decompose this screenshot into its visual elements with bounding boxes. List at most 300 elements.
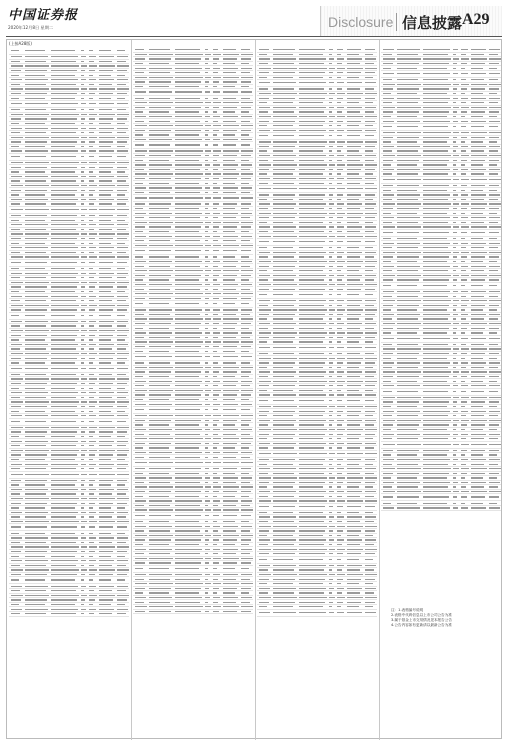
table-cell [347, 231, 360, 232]
table-cell [329, 506, 333, 507]
table-cell [89, 50, 93, 51]
table-cell [223, 98, 236, 99]
table-cell [259, 102, 267, 103]
table-cell [175, 496, 199, 497]
table-cell [223, 116, 238, 117]
table-cell [25, 493, 46, 494]
table-cell [299, 438, 323, 439]
table-cell [423, 54, 448, 55]
table-cell [223, 197, 239, 198]
table-cell [397, 150, 418, 151]
table-cell [11, 560, 22, 561]
table-cell [337, 266, 343, 267]
table-cell [259, 111, 268, 112]
table-cell [25, 75, 45, 76]
table-cell [99, 445, 112, 446]
table-row [257, 186, 377, 193]
table-cell [471, 401, 485, 402]
table-cell [273, 146, 295, 147]
table-cell [213, 58, 219, 59]
table-cell [213, 351, 217, 352]
table-cell [259, 178, 270, 179]
table-cell [329, 569, 332, 570]
table-cell [329, 612, 334, 613]
table-cell [383, 137, 393, 138]
table-cell [471, 482, 486, 483]
table-cell [383, 376, 393, 377]
table-cell [453, 358, 456, 359]
table-cell [365, 150, 373, 151]
table-cell [453, 371, 459, 372]
table-cell [89, 185, 97, 186]
table-cell [347, 521, 360, 522]
table-cell [337, 486, 341, 487]
table-cell [117, 599, 127, 600]
table-row [381, 494, 501, 501]
table-cell [461, 155, 469, 156]
table-cell [241, 240, 250, 241]
table-cell [51, 141, 77, 142]
table-cell [99, 516, 112, 517]
table-cell [135, 515, 145, 516]
table-cell [175, 208, 199, 209]
table-cell [25, 220, 45, 221]
table-cell [81, 137, 87, 138]
table-cell [453, 247, 456, 248]
table-cell [461, 381, 465, 382]
table-cell [259, 486, 267, 487]
table-cell [347, 146, 361, 147]
table-cell [11, 348, 20, 349]
table-cell [461, 397, 469, 398]
table-cell [259, 284, 271, 285]
table-cell [213, 309, 220, 310]
table-cell [383, 397, 395, 398]
table-cell [89, 150, 96, 151]
table-cell [117, 243, 125, 244]
table-cell [383, 496, 393, 497]
table-cell [81, 167, 85, 168]
table-cell [213, 111, 217, 112]
table-cell [423, 275, 451, 276]
table-row [9, 207, 129, 214]
table-cell [25, 565, 46, 566]
table-cell [471, 79, 484, 80]
table-cell [81, 209, 87, 210]
table-cell [241, 447, 249, 448]
table-cell [347, 318, 359, 319]
table-cell [175, 217, 200, 218]
table-cell [25, 330, 49, 331]
table-cell [135, 443, 145, 444]
table-cell [273, 314, 295, 315]
table-cell [99, 401, 115, 402]
table-cell [299, 164, 327, 165]
table-cell [347, 453, 363, 454]
table-row [133, 142, 253, 149]
issue-date: 2020年12月8日 星期二 [8, 25, 54, 30]
table-cell [149, 535, 173, 536]
table-cell [273, 72, 295, 73]
table-cell [273, 420, 296, 421]
table-cell [99, 609, 114, 610]
table-cell [149, 192, 170, 193]
table-cell [259, 539, 270, 540]
table-cell [135, 376, 143, 377]
table-cell [383, 203, 395, 204]
table-cell [213, 404, 220, 405]
table-cell [347, 385, 361, 386]
masthead [0, 0, 506, 40]
table-cell [241, 602, 250, 603]
table-cell [51, 75, 75, 76]
table-cell [175, 539, 201, 540]
table-cell [11, 421, 20, 422]
table-cell [51, 480, 77, 481]
table-row [133, 460, 253, 467]
table-cell [223, 77, 239, 78]
table-cell [337, 424, 342, 425]
table-cell [397, 503, 417, 504]
table-cell [489, 141, 497, 142]
table-cell [175, 203, 201, 204]
table-cell [213, 332, 220, 333]
table-cell [223, 266, 236, 267]
table-cell [117, 286, 127, 287]
table-cell [81, 604, 84, 605]
table-cell [273, 394, 296, 395]
table-cell [135, 144, 144, 145]
table-cell [337, 443, 344, 444]
table-cell [241, 284, 252, 285]
table-cell [461, 173, 466, 174]
table-cell [397, 93, 417, 94]
table-cell [273, 300, 296, 301]
table-cell [273, 434, 295, 435]
column-separator [379, 40, 380, 740]
table-cell [489, 213, 497, 214]
table-cell [213, 328, 217, 329]
table-cell [489, 491, 501, 492]
table-cell [337, 111, 342, 112]
table-cell [25, 348, 46, 349]
table-row [381, 389, 501, 396]
table-cell [89, 339, 93, 340]
table-cell [365, 579, 375, 580]
table-cell [241, 381, 252, 382]
table-cell [149, 318, 173, 319]
table-cell [205, 293, 211, 294]
table-cell [213, 544, 217, 545]
table-row [9, 472, 129, 479]
table-cell [149, 526, 172, 527]
table-cell [347, 289, 361, 290]
table-cell [329, 549, 335, 550]
table-cell [149, 337, 170, 338]
table-cell [397, 305, 419, 306]
table-cell [149, 415, 173, 416]
table-cell [423, 415, 448, 416]
table-cell [81, 556, 84, 557]
table-cell [365, 597, 377, 598]
table-cell [383, 415, 392, 416]
table-cell [205, 303, 208, 304]
table-cell [489, 401, 499, 402]
table-cell [205, 429, 210, 430]
table-cell [397, 424, 419, 425]
table-cell [453, 155, 459, 156]
table-cell [223, 544, 235, 545]
table-cell [273, 164, 297, 165]
table-cell [397, 141, 417, 142]
table-cell [259, 252, 270, 253]
table-cell [259, 400, 268, 401]
table-cell [117, 579, 125, 580]
table-cell [337, 226, 344, 227]
table-cell [213, 505, 218, 506]
table-cell [51, 238, 77, 239]
table-cell [117, 199, 128, 200]
table-cell [299, 415, 323, 416]
table-cell [99, 215, 113, 216]
table-cell [329, 236, 335, 237]
table-cell [365, 275, 376, 276]
table-cell [383, 208, 393, 209]
table-cell [241, 328, 249, 329]
table-cell [51, 436, 75, 437]
table-cell [347, 477, 363, 478]
table-cell [259, 241, 269, 242]
table-cell [489, 353, 499, 354]
table-cell [329, 579, 333, 580]
table-cell [223, 356, 238, 357]
table-cell [117, 79, 128, 80]
table-cell [299, 236, 327, 237]
table-cell [471, 429, 483, 430]
table-cell [213, 77, 221, 78]
table-cell [205, 544, 208, 545]
table-cell [25, 88, 49, 89]
table-cell [99, 537, 114, 538]
table-cell [365, 314, 375, 315]
table-cell [175, 486, 203, 487]
table-cell [273, 559, 293, 560]
table-cell [223, 399, 235, 400]
table-cell [213, 139, 220, 140]
table-row [381, 230, 501, 237]
table-cell [489, 137, 499, 138]
table-cell [461, 88, 467, 89]
table-cell [273, 521, 294, 522]
table-cell [241, 58, 251, 59]
table-cell [241, 192, 250, 193]
table-cell [461, 185, 467, 186]
table-cell [461, 146, 468, 147]
table-cell [81, 397, 84, 398]
table-cell [471, 296, 484, 297]
table-cell [175, 72, 200, 73]
table-cell [149, 568, 169, 569]
table-cell [347, 266, 361, 267]
table-cell [51, 98, 75, 99]
table-cell [213, 376, 217, 377]
table-cell [205, 284, 210, 285]
table-cell [205, 526, 210, 527]
table-cell [453, 438, 456, 439]
table-row [9, 419, 129, 426]
table-cell [135, 107, 145, 108]
table-cell [397, 486, 418, 487]
table-cell [25, 392, 48, 393]
table-cell [241, 275, 251, 276]
table-cell [397, 434, 420, 435]
table-cell [89, 98, 93, 99]
table-cell [51, 604, 75, 605]
table-cell [149, 293, 173, 294]
table-cell [11, 339, 19, 340]
table-cell [205, 226, 209, 227]
table-cell [11, 556, 19, 557]
table-cell [453, 88, 457, 89]
table-cell [397, 367, 418, 368]
table-cell [461, 285, 465, 286]
table-cell [471, 208, 485, 209]
table-cell [461, 275, 469, 276]
table-cell [81, 256, 87, 257]
table-cell [223, 169, 236, 170]
table-cell [337, 160, 342, 161]
table-cell [489, 247, 498, 248]
table-cell [135, 509, 147, 510]
table-cell [329, 500, 335, 501]
table-cell [213, 424, 217, 425]
table-cell [117, 256, 129, 257]
table-cell [259, 169, 269, 170]
table-cell [51, 569, 79, 570]
table-cell [365, 491, 376, 492]
table-cell [81, 146, 84, 147]
table-cell [223, 447, 235, 448]
table-cell [397, 146, 420, 147]
table-cell [99, 146, 111, 147]
table-cell [11, 330, 23, 331]
table-cell [117, 468, 126, 469]
table-cell [205, 81, 209, 82]
table-cell [241, 515, 251, 516]
table-cell [99, 321, 114, 322]
table-cell [213, 394, 219, 395]
table-cell [213, 173, 221, 174]
table-cell [117, 512, 128, 513]
table-cell [175, 491, 201, 492]
table-cell [99, 252, 112, 253]
table-cell [117, 383, 127, 384]
table-cell [241, 203, 251, 204]
table-cell [383, 238, 391, 239]
column-separator [131, 40, 132, 740]
table-cell [337, 506, 343, 507]
table-cell [489, 222, 498, 223]
table-cell [471, 164, 483, 165]
table-cell [117, 194, 125, 195]
table-cell [175, 183, 199, 184]
table-cell [337, 270, 341, 271]
table-cell [99, 411, 111, 412]
table-cell [337, 217, 343, 218]
table-cell [149, 362, 170, 363]
table-cell [397, 344, 418, 345]
table-cell [383, 155, 395, 156]
table-cell [365, 289, 375, 290]
table-cell [81, 70, 85, 71]
table-cell [241, 111, 249, 112]
table-cell [99, 243, 111, 244]
table-cell [347, 169, 361, 170]
note-line: 注：1.表格编号说明 [391, 608, 424, 612]
table-cell [99, 362, 111, 363]
table-cell [11, 374, 20, 375]
table-cell [175, 102, 203, 103]
table-cell [175, 452, 202, 453]
table-cell [423, 444, 451, 445]
table-cell [273, 579, 295, 580]
table-cell [99, 397, 112, 398]
table-cell [135, 381, 146, 382]
table-cell [89, 590, 94, 591]
table-cell [329, 482, 333, 483]
table-cell [337, 491, 344, 492]
table-cell [135, 457, 144, 458]
table-cell [135, 150, 147, 151]
table-cell [299, 539, 326, 540]
table-cell [489, 415, 498, 416]
table-cell [489, 84, 501, 85]
table-cell [99, 574, 113, 575]
table-cell [383, 116, 391, 117]
table-cell [337, 208, 342, 209]
table-cell [299, 381, 327, 382]
table-cell [205, 420, 209, 421]
table-cell [453, 275, 459, 276]
table-cell [337, 496, 342, 497]
table-cell [241, 477, 252, 478]
table-cell [205, 394, 209, 395]
table-cell [213, 496, 217, 497]
table-cell [25, 286, 47, 287]
table-cell [149, 602, 170, 603]
table-cell [51, 243, 75, 244]
table-cell [241, 509, 253, 510]
table-cell [397, 353, 419, 354]
table-cell [25, 238, 47, 239]
table-cell [461, 194, 468, 195]
table-cell [89, 300, 94, 301]
table-cell [337, 583, 341, 584]
table-cell [461, 309, 465, 310]
table-cell [347, 68, 363, 69]
table-cell [81, 599, 85, 600]
table-cell [423, 503, 447, 504]
table-cell [461, 344, 466, 345]
table-cell [347, 77, 359, 78]
table-cell [273, 236, 297, 237]
table-cell [51, 325, 76, 326]
table-cell [241, 583, 253, 584]
table-cell [11, 609, 22, 610]
table-cell [337, 107, 344, 108]
table-cell [337, 305, 342, 306]
table-cell [223, 245, 239, 246]
